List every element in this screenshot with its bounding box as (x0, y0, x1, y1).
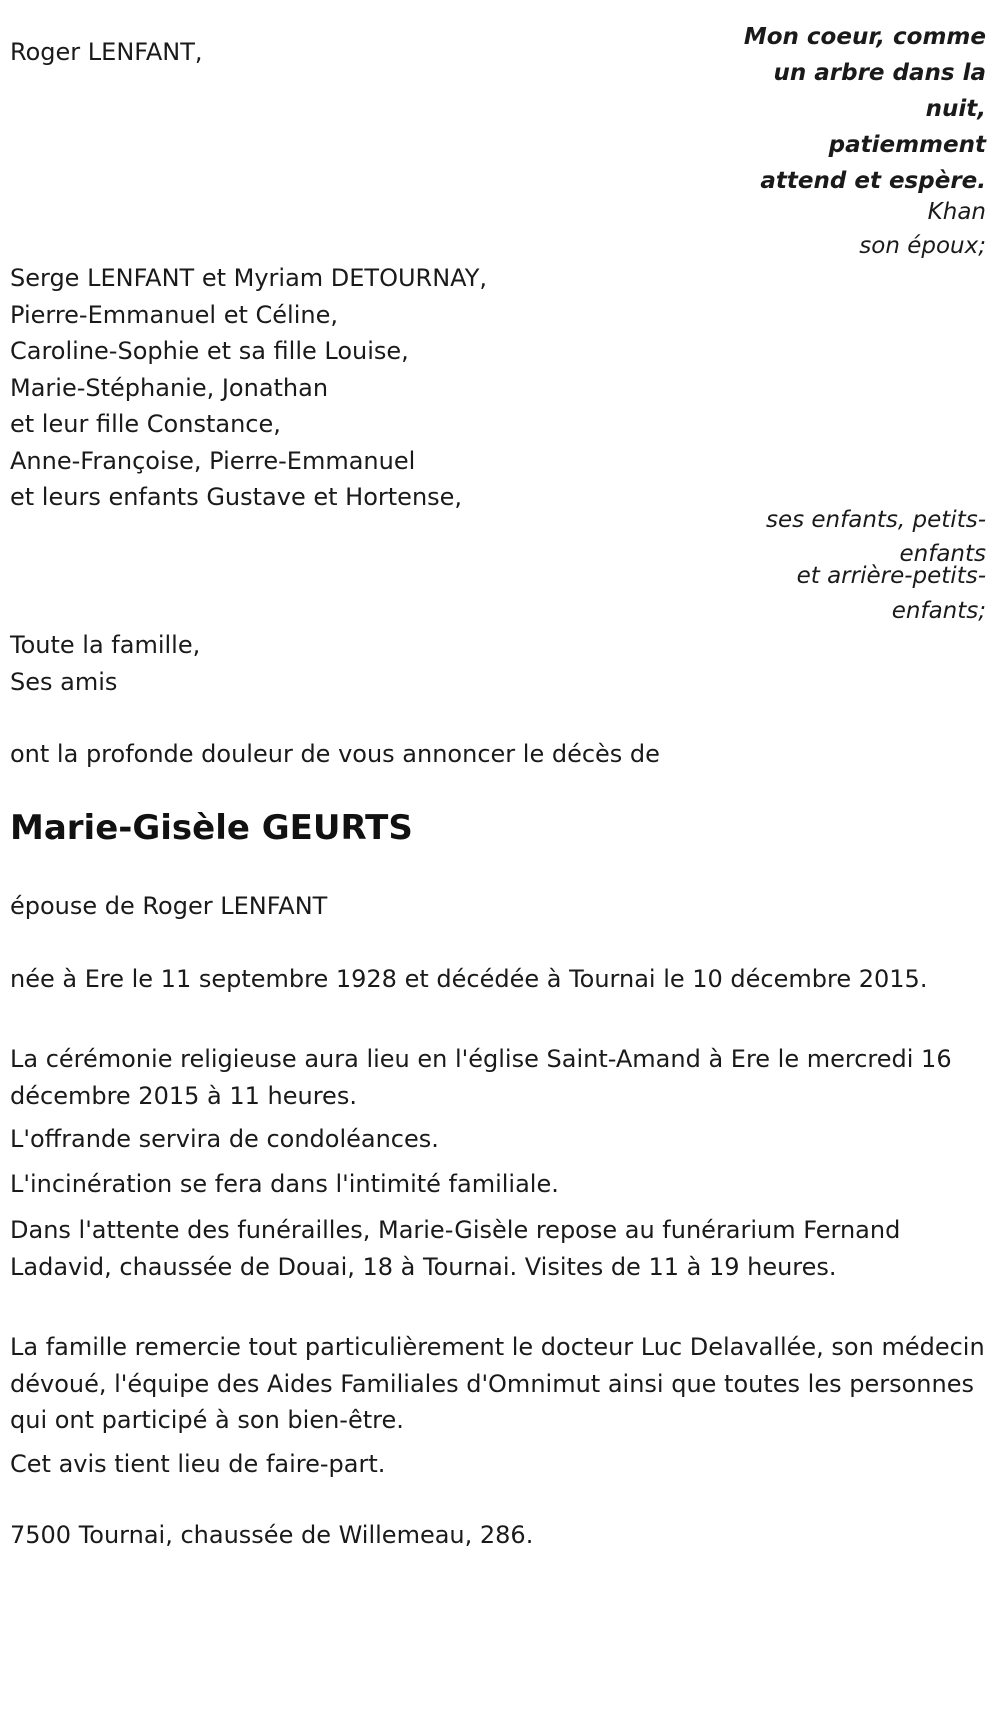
paragraph-incineration: L'incinération se fera dans l'intimité familiale. (10, 1170, 559, 1198)
address: 7500 Tournai, chaussée de Willemeau, 286. (10, 1521, 534, 1549)
paragraph-thanks: La famille remercie tout particulièrement le docteur Luc Delavallée, son médecin dévoué, l'équipe des Aides Familiales d'Omnimut ainsi que toutes les personnes qui ont participé à son bien-être. (10, 1333, 985, 1434)
children-role-line: et arrière-petits- (796, 563, 986, 589)
children-role-line: ses enfants, petits- (765, 507, 986, 533)
spouse-name: Roger LENFANT, (10, 38, 203, 66)
paragraph-birth-death: née à Ere le 11 septembre 1928 et décédée à Tournai le 10 décembre 2015. (10, 965, 928, 993)
quote-block (744, 17, 986, 201)
children-line: Caroline-Sophie et sa fille Louise, (10, 337, 409, 365)
children-role-line: enfants; (891, 598, 986, 624)
paragraph-ceremony: La cérémonie religieuse aura lieu en l'église Saint-Amand à Ere le mercredi 16 décembre 2015 à 11 heures. (10, 1045, 952, 1110)
spouse-role: son époux; (859, 233, 986, 259)
quote-line: un arbre dans la (773, 60, 986, 86)
children-role-line: enfants (899, 541, 986, 567)
quote-line: Mon coeur, comme (743, 24, 986, 50)
announcement: ont la profonde douleur de vous annoncer le décès de (10, 740, 660, 768)
deceased-name: Marie-Gisèle GEURTS (10, 808, 413, 848)
children-line: Anne-Françoise, Pierre-Emmanuel (10, 446, 416, 475)
children-line: Marie-Stéphanie, Jonathan (10, 373, 329, 402)
paragraph-notice: Cet avis tient lieu de faire-part. (10, 1450, 386, 1478)
quote-line: nuit, (925, 96, 986, 122)
family-line: Ses amis (10, 668, 118, 696)
children-line: Serge LENFANT et Myriam DETOURNAY, (10, 264, 488, 292)
quote-author: Khan (927, 199, 986, 225)
quote-line: attend et espère. (760, 168, 986, 194)
family-line: Toute la famille, (10, 631, 201, 659)
children-line: et leur fille Constance, (10, 410, 281, 438)
quote-line: patiemment (828, 132, 986, 158)
paragraph-funerarium: Dans l'attente des funérailles, Marie-Gisèle repose au funérarium Fernand Ladavid, chaussée de Douai, 18 à Tournai. Visites de 11 à 19 heures. (10, 1216, 901, 1281)
deceased-relation: épouse de Roger LENFANT (10, 892, 328, 920)
children-line: Pierre-Emmanuel et Céline, (10, 300, 338, 329)
children-line: et leurs enfants Gustave et Hortense, (10, 483, 463, 511)
paragraph-offering: L'offrande servira de condoléances. (10, 1125, 439, 1153)
children-list (10, 260, 487, 516)
